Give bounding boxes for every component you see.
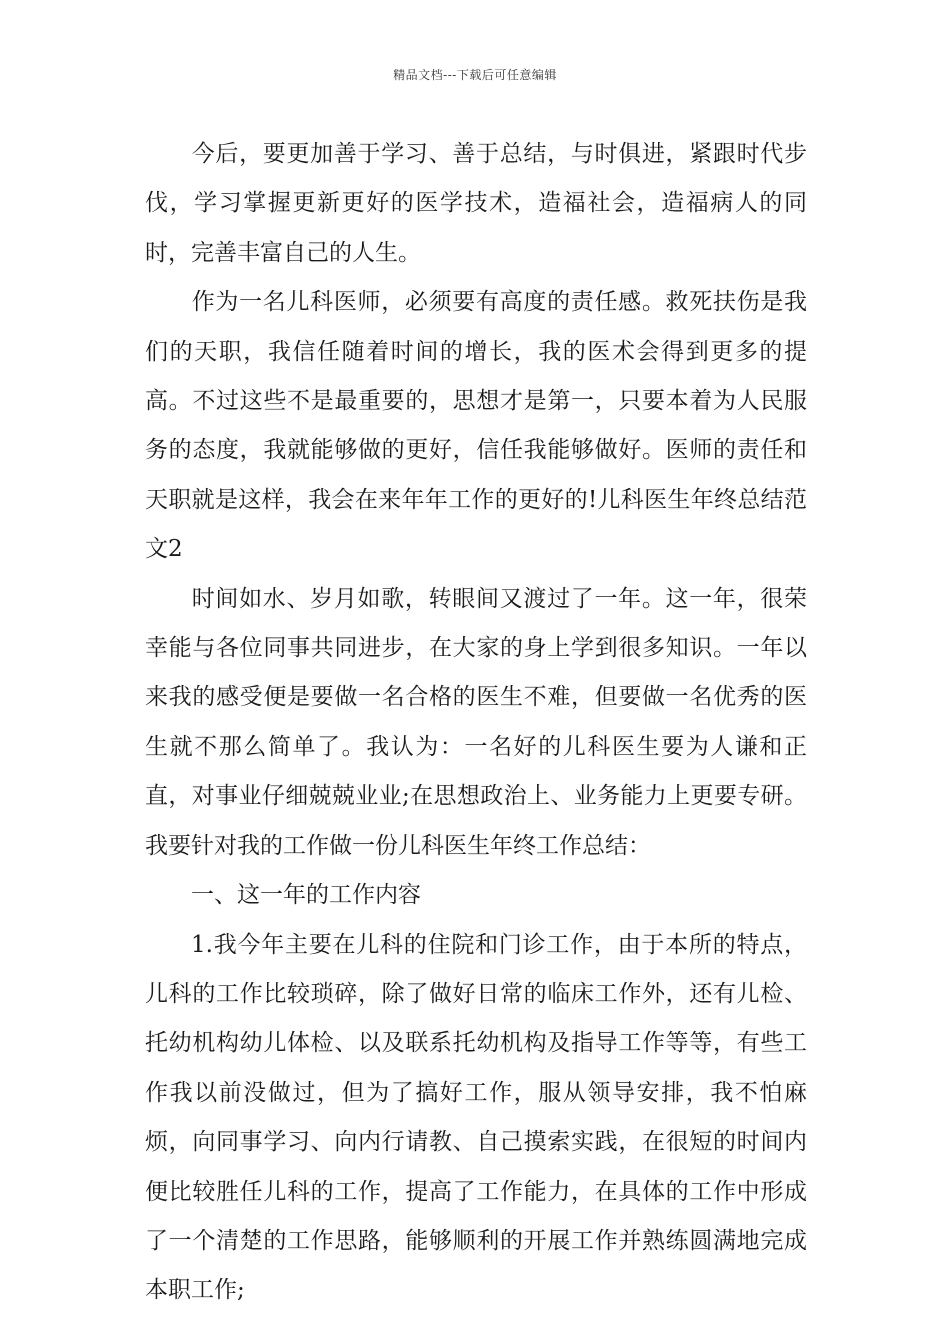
section-heading-text: 一、这一年的工作内容 (191, 882, 421, 909)
paragraph-text: 作为一名儿科医师，必须要有高度的责任感。救死扶伤是我们的天职，我信任随着时间的增长，我的医术会得到更多的提高。不过这些不是最重要的，思想才是第一，只要本着为人民服务的态度，我就能够做的更好，信任我能够做好。医师的责任和天职就是这样，我会在来年年工作的更好的!儿科医生年终总结范文2 (145, 289, 807, 563)
paragraph-text: 时间如水、岁月如歌，转眼间又渡过了一年。这一年，很荣幸能与各位同事共同进步，在大家的身上学到很多知识。一年以来我的感受便是要做一名合格的医生不难，但要做一名优秀的医生就不那么简单了。我认为：一名好的儿科医生要为人谦和正直，对事业仔细兢兢业业;在思想政治上、业务能力上更要专研。我要针对我的工作做一份儿科医生年终工作总结： (145, 585, 807, 859)
paragraph-text: 1.我今年主要在儿科的住院和门诊工作，由于本所的特点，儿科的工作比较琐碎，除了做好日常的临床工作外，还有儿检、托幼机构幼儿体检、以及联系托幼机构及指导工作等等，有些工作我以前没做过，但为了搞好工作，服从领导安排，我不怕麻烦，向同事学习、向内行请教、自己摸索实践，在很短的时间内便比较胜任儿科的工作，提高了工作能力，在具体的工作中形成了一个清楚的工作思路，能够顺利的开展工作并熟练圆满地完成本职工作; (145, 931, 807, 1304)
paragraph (145, 921, 807, 1316)
paragraph-text: 今后，要更加善于学习、善于总结，与时俱进，紧跟时代步伐，学习掌握更新更好的医学技术，造福社会，造福病人的同时，完善丰富自己的人生。 (145, 141, 807, 266)
paragraph (145, 278, 807, 574)
paragraph (145, 130, 807, 278)
section-heading (145, 871, 807, 920)
document-body (145, 130, 807, 1316)
paragraph (145, 575, 807, 871)
page-header: 精品文档---下载后可任意编辑 (393, 68, 557, 82)
